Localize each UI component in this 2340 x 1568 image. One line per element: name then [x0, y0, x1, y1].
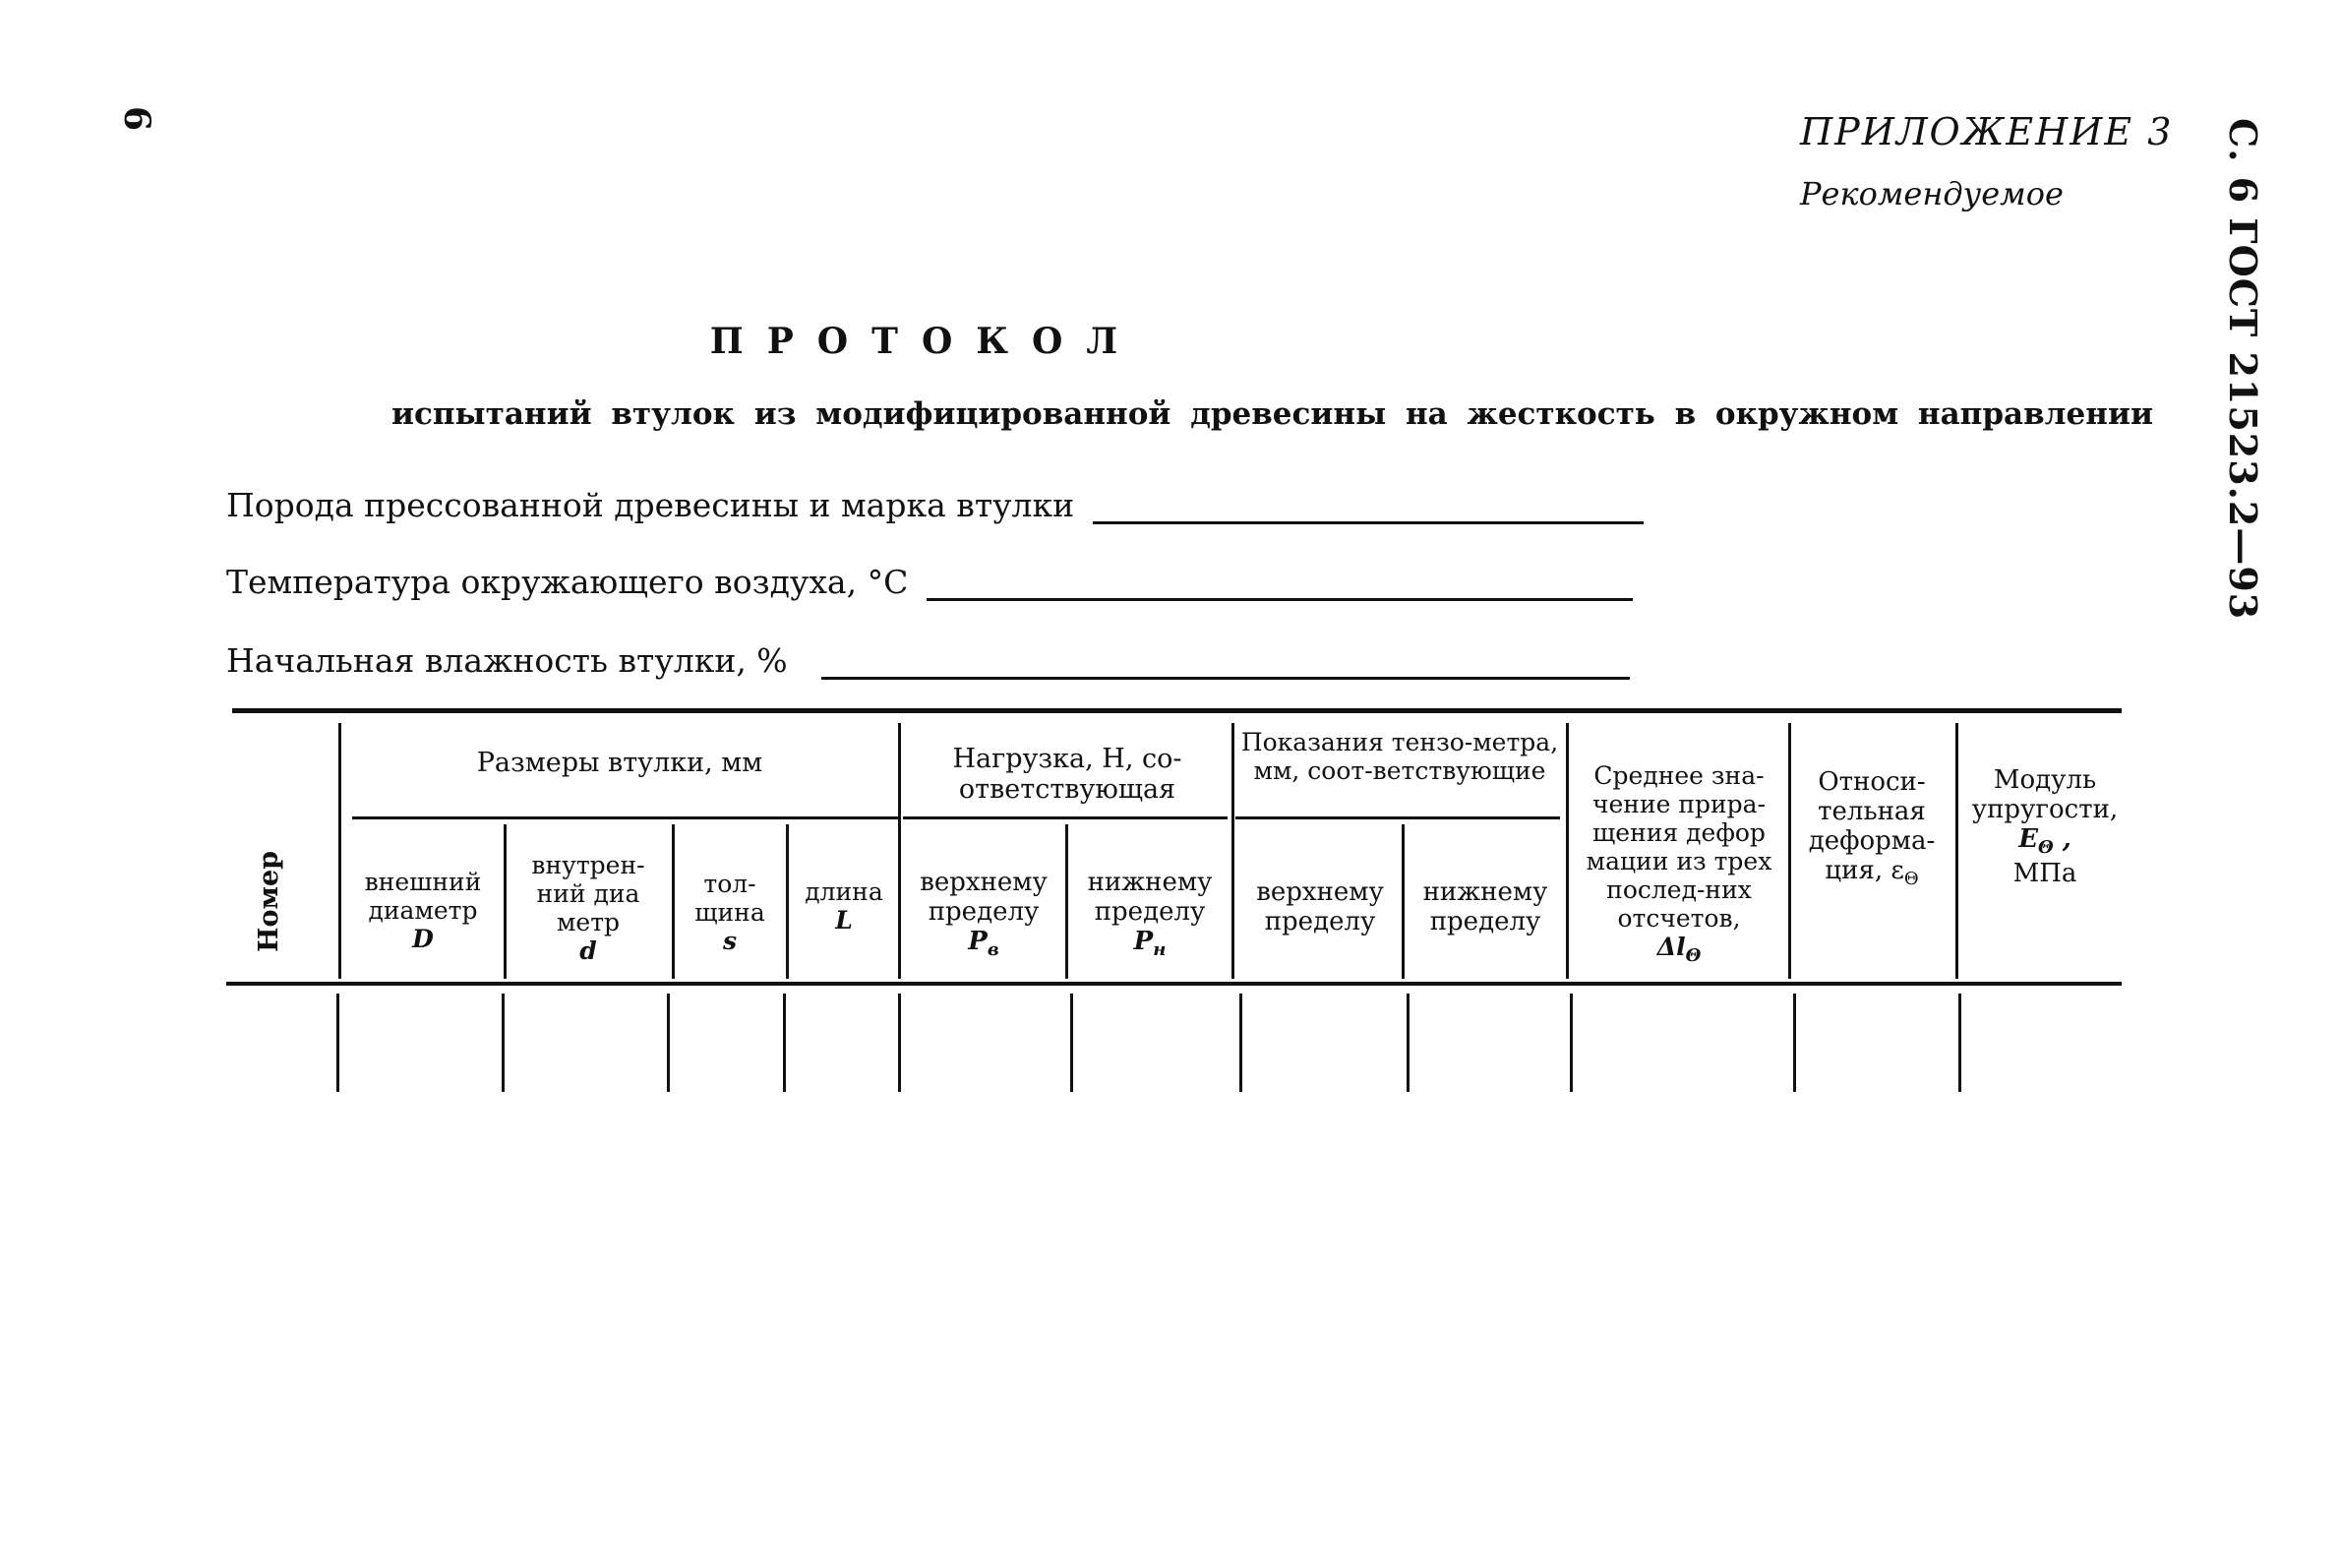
- group-header-load-text: Нагрузка, Н, со-ответствующая: [952, 744, 1182, 806]
- group-header-strain-text: Показания тензо-метра, мм, соот-ветствующие: [1240, 728, 1559, 785]
- col-divider-10: [1788, 723, 1791, 979]
- col-divider-2: [504, 824, 507, 979]
- field-temperature-line[interactable]: [927, 571, 1633, 601]
- col-header-outer-diameter: [346, 868, 500, 953]
- page-number-mark: 6: [116, 106, 157, 132]
- field-humidity-label: Начальная влажность втулки, %: [226, 641, 788, 680]
- field-temperature: [226, 563, 1633, 601]
- load-upper-symbol: [905, 927, 1062, 961]
- thickness-symbol: s: [722, 927, 738, 955]
- mean-increment-sym: Δl: [1656, 933, 1686, 961]
- load-lower-label: нижнему пределу: [1087, 868, 1213, 928]
- body-col-divider-2: [502, 994, 505, 1092]
- col-divider-1: [338, 723, 341, 979]
- group-header-load: [903, 744, 1231, 806]
- length-label: длина: [805, 877, 883, 906]
- col-header-inner-diameter: [510, 851, 667, 965]
- body-col-divider-11: [1958, 994, 1961, 1092]
- field-species: [226, 486, 1644, 524]
- load-lower-subscript: н: [1153, 939, 1167, 961]
- col-divider-8: [1402, 824, 1405, 979]
- field-humidity: [226, 641, 1630, 680]
- col-header-modulus: [1960, 765, 2130, 889]
- relative-deformation-subscript: Θ: [1903, 869, 1919, 890]
- col-divider-4: [786, 824, 789, 979]
- col-divider-9: [1566, 723, 1569, 979]
- mean-increment-symbol: [1572, 933, 1786, 967]
- side-document-code: С. 6 ГОСТ 21523.2—93: [2221, 118, 2265, 621]
- body-col-divider-7: [1239, 994, 1242, 1092]
- col-divider-11: [1955, 723, 1958, 979]
- strain-lower-label: нижнему пределу: [1422, 877, 1548, 937]
- col-header-strain-upper: [1241, 877, 1399, 936]
- outer-diameter-label: внешний диаметр: [364, 868, 482, 925]
- modulus-sym: E: [2018, 824, 2039, 855]
- load-upper-label: верхнему пределу: [920, 868, 1048, 928]
- body-col-divider-1: [336, 994, 339, 1092]
- modulus-unit: МПа: [2012, 859, 2077, 889]
- field-temperature-label: Температура окружающего воздуха, °С: [226, 563, 909, 601]
- body-col-divider-5: [898, 994, 901, 1092]
- body-col-divider-6: [1070, 994, 1073, 1092]
- mean-increment-subscript: Θ: [1685, 945, 1702, 966]
- load-lower-symbol: [1071, 927, 1229, 961]
- modulus-symbol: $E_\Theta$ ,: [2018, 824, 2071, 859]
- col-divider-5: [898, 723, 901, 979]
- page-title: ПРОТОКОЛ: [709, 321, 1142, 362]
- load-upper-subscript: в: [987, 939, 999, 961]
- load-upper-sym: P: [968, 927, 988, 957]
- body-col-divider-4: [783, 994, 786, 1092]
- dimensions-subheader-rule: [352, 816, 898, 819]
- inner-diameter-symbol: d: [579, 936, 597, 965]
- field-species-line[interactable]: [1093, 494, 1644, 524]
- body-col-divider-3: [667, 994, 670, 1092]
- group-header-strain: [1237, 728, 1562, 785]
- col-header-mean-increment: [1572, 761, 1786, 967]
- field-species-label: Порода прессованной древесины и марка втулки: [226, 486, 1075, 524]
- col-header-relative-deformation: [1792, 767, 1951, 891]
- col-header-length: [792, 877, 896, 935]
- table-top-rule: [232, 708, 2122, 713]
- thickness-label: тол-щина: [694, 870, 765, 927]
- page-subtitle: испытаний втулок из модифицированной древесины на жесткость в окружном направлении: [391, 396, 2153, 432]
- recommended-label: Рекомендуемое: [1800, 175, 2064, 212]
- body-col-divider-10: [1793, 994, 1796, 1092]
- length-symbol: L: [835, 906, 853, 935]
- group-header-dimensions: [344, 748, 895, 778]
- col-divider-6: [1065, 824, 1068, 979]
- relative-deformation-label: Относи-тельная деформа-ция, ε: [1808, 767, 1936, 886]
- group-header-dimensions-text: Размеры втулки, мм: [476, 748, 763, 778]
- inner-diameter-label: внутрен-ний диа метр: [531, 851, 645, 936]
- col-header-thickness: [678, 870, 782, 955]
- appendix-label: ПРИЛОЖЕНИЕ 3: [1800, 110, 2174, 153]
- strain-subheader-rule: [1235, 816, 1560, 819]
- modulus-subscript: Θ: [2038, 837, 2054, 859]
- table-header-bottom-rule: [226, 982, 2122, 986]
- col-header-strain-lower: [1407, 877, 1564, 936]
- col-header-number: Номер: [254, 850, 284, 952]
- col-header-load-upper: [905, 868, 1062, 961]
- col-divider-3: [672, 824, 675, 979]
- field-humidity-line[interactable]: [821, 649, 1630, 680]
- body-col-divider-9: [1570, 994, 1573, 1092]
- col-header-load-lower: [1071, 868, 1229, 961]
- modulus-label: Модуль упругости,: [1971, 765, 2119, 825]
- mean-increment-label: Среднее зна-чение прира-щения дефор мации из трех послед-них отсчетов,: [1586, 761, 1772, 933]
- strain-upper-label: верхнему пределу: [1256, 877, 1384, 937]
- load-lower-sym: P: [1133, 927, 1154, 957]
- col-divider-7: [1231, 723, 1234, 979]
- outer-diameter-symbol: D: [412, 925, 434, 953]
- load-subheader-rule: [903, 816, 1228, 819]
- body-col-divider-8: [1407, 994, 1410, 1092]
